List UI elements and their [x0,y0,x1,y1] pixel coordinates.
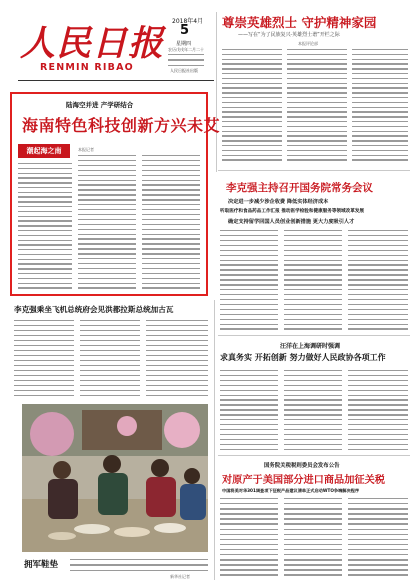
lower-center-divider [214,300,215,580]
masthead-lunar: 农历戊戌年二月二十 [168,47,204,52]
right-story-headline: 李克强主持召开国务院常务会议 [226,182,373,194]
bottom-right-body-col2 [284,498,342,576]
right-story-bottom-rule [218,335,410,336]
top-right-byline: 本报评论部 [298,41,318,46]
right-story-deck1: 决定进一步减少涉企收费 降低实体经济成本 [228,199,329,205]
top-right-body-col3 [352,49,408,161]
top-right-subheadline: ——写在“为了民族复兴·英雄烈士谱”开栏之际 [238,32,340,38]
top-right-body-col1 [222,49,282,161]
lower-right-body-col3 [348,370,408,450]
top-right-body-col2 [287,49,347,161]
lead-story-column-badge: 潮起海之南 [18,144,70,158]
lower-left-headline: 李克强乘坐飞机总统府会见洪都拉斯总统加古瓦 [14,305,174,314]
photo-caption-title: 拥军鞋垫 [24,560,59,570]
lead-story-body-col3 [142,155,200,289]
right-story-body-col3 [348,230,408,330]
masthead-pinyin: RENMIN RIBAO [40,62,134,73]
top-right-divider [216,12,217,172]
lead-story-headline: 海南特色科技创新方兴未艾 [22,116,221,135]
lower-right-body-col1 [220,370,278,450]
masthead-rule [18,80,214,81]
lower-right-headline: 求真务实 开拓创新 努力做好人民政协各项工作 [220,352,386,362]
bottom-right-body-col1 [220,498,278,576]
masthead-publisher: 人民日报社出版 [170,68,198,73]
lead-story-body-col2 [78,155,136,289]
bottom-right-body-col3 [348,498,408,576]
photo-credit: 新华社记者 [170,574,190,579]
bottom-right-headline: 对原产于美国部分进口商品加征关税 [222,474,385,486]
right-story-deck3: 确定支持留学回国人员创业创新措施 更大力度吸引人才 [228,219,355,225]
lower-left-body-col3 [146,320,208,396]
photo-illustration [22,404,208,552]
masthead-logo: 人民日报 [20,23,165,64]
right-story-deck2: 听取医疗和食品药品工作汇报 推动医学检验和健康服务等领域改革发展 [220,209,365,214]
masthead-date: 2018年4月 [172,18,204,25]
masthead-day: 5 [180,23,190,38]
bottom-right-deck: 中国将美对华301调查项下征税产品建议清单正式启动WTO争端解决程序 [222,488,360,493]
masthead-weekday: 星期四 [176,41,192,47]
front-page-photo [22,404,208,552]
lower-left-body-col2 [80,320,140,396]
lower-right-bottom-rule [218,455,410,456]
lead-story-byline: 本报记者 [78,147,94,152]
lower-right-kicker: 汪洋在上海调研时强调 [280,343,341,350]
right-story-body-col1 [220,230,278,330]
photo-caption-text [70,559,208,571]
bottom-right-kicker: 国务院关税税则委员会发布公告 [264,463,340,469]
right-story-body-col2 [284,230,342,330]
lower-left-body-col1 [14,320,74,396]
top-right-bottom-rule [218,170,410,171]
lower-right-body-col2 [284,370,342,450]
masthead-info-lines [168,54,204,66]
lead-story-body-col1 [18,163,72,289]
lead-story-kicker: 陆海空并进 产学研结合 [66,101,134,109]
top-right-headline: 尊崇英雄烈士 守护精神家园 [222,15,377,30]
